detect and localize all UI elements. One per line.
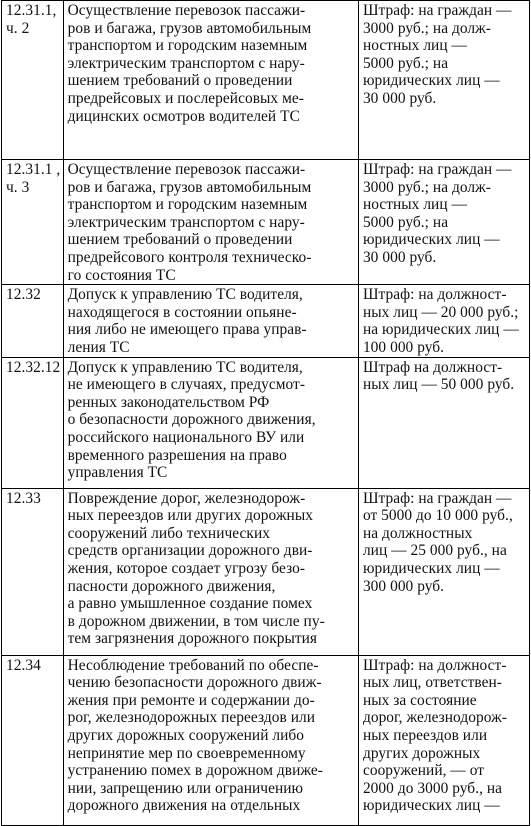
- text-line: Осуществление перевозок пассажи-: [67, 2, 306, 19]
- text-line: 3000 руб.; на долж-: [362, 19, 491, 37]
- text-line: Повреждение дорог, железнодорож-: [67, 489, 306, 507]
- article-cell: [2, 285, 64, 357]
- text-line: непринятие мер по своевременному: [67, 744, 306, 762]
- text-line: юридических лиц —: [362, 797, 500, 815]
- text-line: 30 000 руб.: [362, 89, 437, 107]
- article-cell: [2, 160, 64, 285]
- article-cell: [2, 655, 64, 825]
- text-line: предрейсовых и послерейсовых ме-: [67, 89, 304, 107]
- text-line: го состояния ТС: [67, 266, 176, 284]
- table-row: [2, 1, 530, 160]
- text-line: жения при ремонте и содержании до-: [67, 691, 315, 709]
- text-line: дицинских осмотров водителей ТС: [67, 107, 300, 125]
- penalty-cell: [358, 357, 529, 488]
- text-line: не имеющего в случаях, предусмот-: [67, 376, 305, 394]
- text-line: 12.31.1 ,: [6, 161, 61, 178]
- description-cell: [63, 160, 358, 285]
- text-line: а равно умышленное создание помех: [67, 595, 313, 613]
- penalty-cell: [358, 488, 529, 655]
- text-line: ностных лиц —: [362, 37, 467, 55]
- text-line: Осуществление перевозок пассажи-: [67, 161, 306, 178]
- text-line: жения, которое создает угрозу безо-: [67, 559, 306, 577]
- text-line: ров и багажа, грузов автомобильным: [67, 19, 312, 37]
- text-line: Штраф: на должност-: [362, 656, 507, 674]
- fines-table-body: [2, 1, 530, 826]
- text-line: транспортом и городским наземным: [67, 37, 308, 55]
- text-line: юридических лиц —: [362, 559, 500, 577]
- text-line: 5000 руб.; на: [362, 213, 449, 231]
- text-line: в дорожном движении, в том числе пу-: [67, 612, 325, 630]
- text-line: 100 000 руб.: [362, 338, 445, 356]
- text-line: Несоблюдение требований по обеспе-: [67, 656, 319, 674]
- text-line: сооружений, — от: [362, 762, 485, 780]
- text-line: о безопасности дорожного движения,: [67, 411, 316, 429]
- text-line: управления ТС: [67, 464, 168, 482]
- text-line: дорог, железнодорож-: [362, 709, 507, 727]
- table-row: [2, 655, 530, 825]
- text-line: Штраф: на должност-: [362, 286, 507, 304]
- text-line: ренных законодательством РФ: [67, 393, 270, 411]
- table-row: [2, 160, 530, 285]
- article-cell: [2, 1, 64, 160]
- text-line: 30 000 руб.: [362, 248, 437, 266]
- text-line: ностных лиц —: [362, 196, 467, 214]
- text-line: на юридических лиц —: [362, 321, 519, 339]
- penalty-cell: [358, 285, 529, 357]
- description-cell: [63, 1, 358, 160]
- text-line: 3000 руб.; на долж-: [362, 178, 491, 196]
- penalty-cell: [358, 1, 529, 160]
- table-row: [2, 357, 530, 488]
- text-line: шением требований о проведении: [67, 72, 293, 90]
- text-line: ч. 2: [6, 19, 30, 37]
- text-line: находящегося в состоянии опьяне-: [67, 303, 297, 321]
- text-line: сооружений либо технических: [67, 524, 270, 542]
- description-cell: [63, 285, 358, 357]
- text-line: устранению помех в дорожном движе-: [67, 762, 323, 780]
- text-line: Штраф: на граждан —: [362, 2, 512, 19]
- text-line: чению безопасности дорожного движ-: [67, 674, 322, 692]
- text-line: Допуск к управлению ТС водителя,: [67, 286, 303, 304]
- text-line: ления ТС: [67, 338, 130, 356]
- text-line: временного разрешения на право: [67, 446, 287, 464]
- article-cell: [2, 357, 64, 488]
- text-line: 12.34: [6, 656, 41, 674]
- text-line: 12.31.1,: [6, 2, 57, 19]
- text-line: тем загрязнения дорожного покрытия: [67, 630, 318, 648]
- text-line: 12.33: [6, 489, 41, 507]
- text-line: ных переездов или: [362, 726, 488, 744]
- description-cell: [63, 655, 358, 825]
- text-line: 2000 до 3000 руб., на: [362, 779, 503, 797]
- text-line: ч. 3: [6, 178, 30, 196]
- text-line: 12.32: [6, 286, 41, 304]
- text-line: электрическим транспортом с нару-: [67, 213, 305, 231]
- text-line: лиц — 25 000 руб., на: [362, 542, 507, 560]
- text-line: 300 000 руб.: [362, 577, 445, 595]
- text-line: ных лиц — 50 000 руб.: [362, 376, 515, 394]
- text-line: других дорожных сооружений либо: [67, 726, 305, 744]
- text-line: Штраф на должност-: [362, 358, 503, 376]
- text-line: электрическим транспортом с нару-: [67, 54, 305, 72]
- penalty-cell: [358, 655, 529, 825]
- table-row: [2, 488, 530, 655]
- penalty-cell: [358, 160, 529, 285]
- text-line: ния либо не имеющего права управ-: [67, 321, 307, 339]
- text-line: дорожного движения на отдельных: [67, 797, 301, 815]
- text-line: шением требований о проведении: [67, 231, 293, 249]
- text-line: ров и багажа, грузов автомобильным: [67, 178, 312, 196]
- text-line: предрейсового контроля техническо-: [67, 248, 312, 266]
- text-line: нии, запрещению или ограничению: [67, 779, 304, 797]
- text-line: юридических лиц —: [362, 72, 500, 90]
- text-line: от 5000 до 10 000 руб.,: [362, 507, 513, 525]
- article-cell: [2, 488, 64, 655]
- text-line: Штраф: на граждан —: [362, 489, 512, 507]
- text-line: 12.32.12: [6, 358, 61, 376]
- text-line: пасности дорожного движения,: [67, 577, 276, 595]
- text-line: Штраф: на граждан —: [362, 161, 512, 178]
- text-line: рог, железнодорожных переездов или: [67, 709, 315, 727]
- text-line: ных лиц — 20 000 руб.;: [362, 303, 519, 321]
- text-line: Допуск к управлению ТС водителя,: [67, 358, 303, 376]
- text-line: ных за состояние: [362, 691, 477, 709]
- text-line: 5000 руб.; на: [362, 54, 449, 72]
- table-row: [2, 285, 530, 357]
- description-cell: [63, 488, 358, 655]
- text-line: транспортом и городским наземным: [67, 196, 308, 214]
- text-line: других дорожных: [362, 744, 481, 762]
- text-line: ных переездов или других дорожных: [67, 507, 313, 525]
- text-line: на должностных: [362, 524, 473, 542]
- description-cell: [63, 357, 358, 488]
- text-line: средств организации дорожного дви-: [67, 542, 313, 560]
- text-line: ных лиц, ответствен-: [362, 674, 502, 692]
- fines-table: [1, 0, 530, 826]
- text-line: российского национального ВУ или: [67, 428, 305, 446]
- text-line: юридических лиц —: [362, 231, 500, 249]
